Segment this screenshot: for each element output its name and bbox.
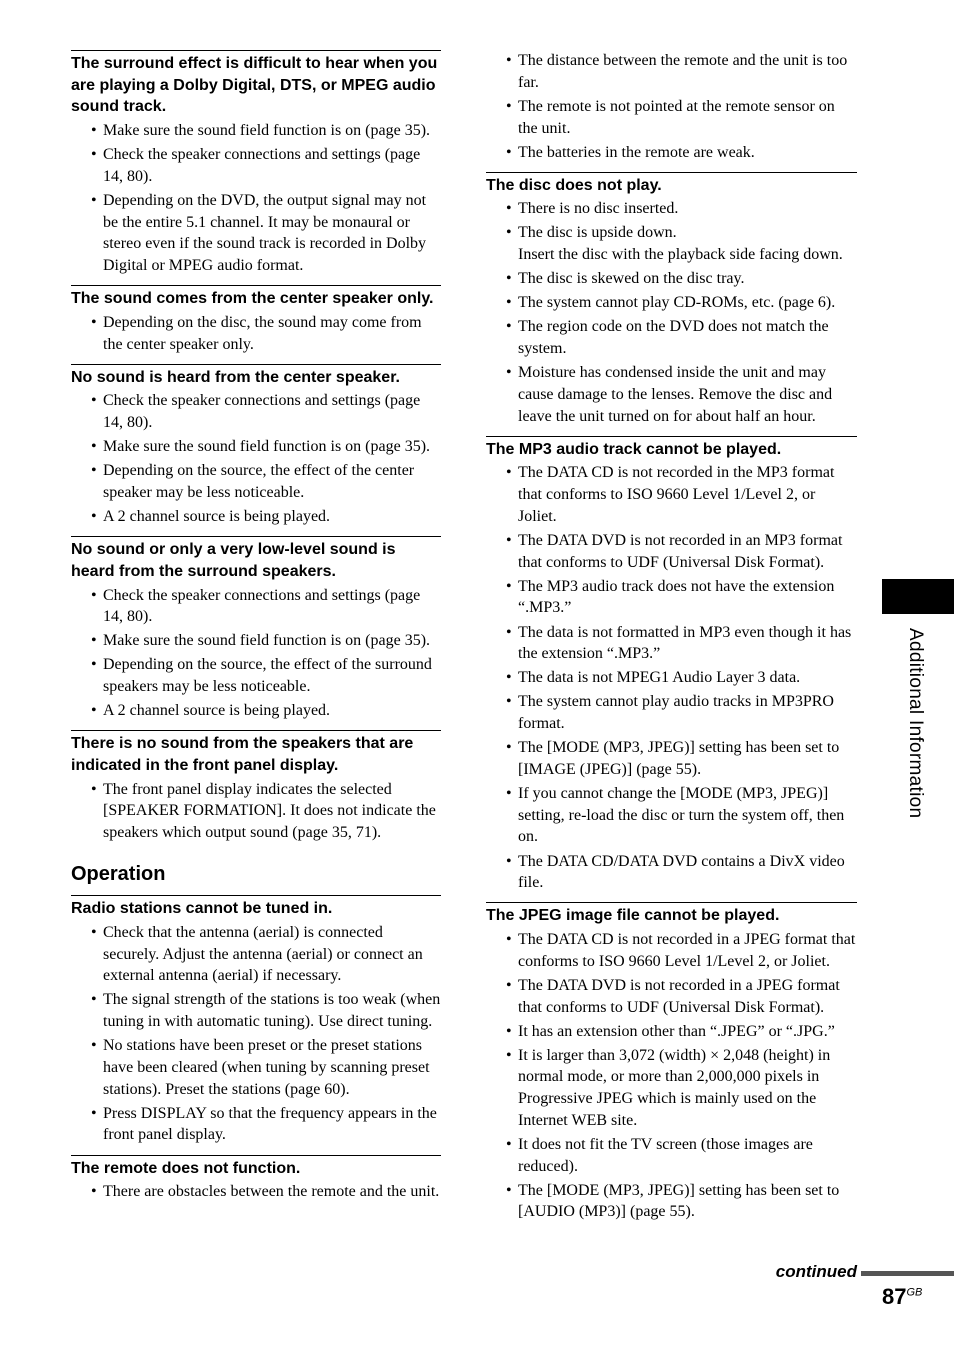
section-heading: The surround effect is difficult to hear when you are playing a Dolby Digital, DTS, or MPEG audio sound track.	[71, 50, 441, 118]
section-heading: The disc does not play.	[486, 172, 857, 197]
bullet-item	[486, 1021, 857, 1043]
section-heading: The JPEG image file cannot be played.	[486, 902, 857, 927]
bullet-item	[486, 362, 857, 427]
bullet-item	[486, 462, 857, 527]
bullet-text: The DATA CD is not recorded in a JPEG format that conforms to ISO 9660 Level 1/Level 2, or Joliet.	[518, 931, 856, 970]
bullet-item	[486, 851, 857, 894]
bullet-text: The DATA CD/DATA DVD contains a DivX video file.	[518, 852, 845, 892]
page-suffix: GB	[906, 1286, 923, 1299]
bullet-text: The DATA DVD is not recorded in an MP3 format that conforms to UDF (Universal Disk Format).	[518, 531, 843, 571]
bullet-list	[71, 922, 441, 1155]
section-heading: No sound or only a very low-level sound is heard from the surround speakers.	[71, 536, 441, 582]
bullet-item	[486, 691, 857, 734]
bullet-item	[486, 1134, 857, 1177]
troubleshooting-section	[486, 172, 857, 436]
troubleshooting-section	[71, 730, 441, 852]
bullet-list	[71, 779, 441, 853]
bullet-text: The DATA CD is not recorded in the MP3 format that conforms to ISO 9660 Level 1/Level 2, or Joliet.	[518, 464, 835, 525]
troubleshooting-section	[486, 436, 857, 903]
bullet-item	[486, 530, 857, 573]
bullet-text: The disc is upside down.	[518, 224, 677, 242]
section-heading: There is no sound from the speakers that are indicated in the front panel display.	[71, 730, 441, 776]
troubleshooting-section	[71, 1155, 441, 1212]
section-tab-label: Additional Information	[905, 628, 926, 819]
bullet-text: There is no disc inserted.	[518, 200, 679, 218]
bullet-item	[486, 316, 857, 359]
category-title: Operation	[71, 863, 166, 886]
section-heading: The sound comes from the center speaker only.	[71, 285, 441, 310]
bullet-item: • Make sure the sound field function is on (page 35).	[71, 630, 441, 652]
bullet-item: • The signal strength of the stations is too weak (when tuning in with automatic tuning). Use direct tuning.	[71, 989, 441, 1032]
troubleshooting-section	[71, 364, 441, 536]
bullet-item	[486, 929, 857, 972]
bullet-item: • No stations have been preset or the preset stations have been cleared (when tuning by scanning preset stations). Preset the stations (page 60).	[71, 1035, 441, 1100]
bullet-item: • The front panel display indicates the selected [SPEAKER FORMATION]. It does not indicate the speakers which output sound (page 35, 71).	[71, 779, 441, 844]
bullet-text: The [MODE (MP3, JPEG)] setting has been set to [IMAGE (JPEG)] (page 55).	[518, 739, 840, 778]
bullet-text: The data is not MPEG1 Audio Layer 3 data.	[518, 669, 801, 687]
bullet-item: • Press DISPLAY so that the frequency appears in the front panel display.	[71, 1103, 441, 1146]
troubleshooting-section	[71, 895, 441, 1154]
troubleshooting-section	[71, 536, 441, 730]
bullet-item: • Check that the antenna (aerial) is connected securely. Adjust the antenna (aerial) or connect an external antenna (aerial) if necessary.	[71, 922, 441, 987]
bullet-item: • Depending on the DVD, the output signal may not be the entire 5.1 channel. It may be monaural or stereo even if the sound track is recorded in Dolby Digital or MPEG audio format.	[71, 190, 441, 277]
left-column	[71, 50, 441, 1211]
bullet-item: • Check the speaker connections and settings (page 14, 80).	[71, 144, 441, 187]
page-number-value: 87	[882, 1284, 907, 1309]
troubleshooting-section	[486, 902, 857, 1231]
bullet-item: • Depending on the source, the effect of the surround speakers may be less noticeable.	[71, 654, 441, 697]
bullet-item	[486, 576, 857, 619]
bullet-item	[486, 1180, 857, 1223]
bullet-item: • Depending on the disc, the sound may come from the center speaker only.	[71, 312, 441, 355]
section-tab-marker	[882, 579, 954, 614]
continued-label: continued	[775, 1262, 857, 1281]
bullet-text: The disc is skewed on the disc tray.	[518, 270, 745, 288]
bullet-list	[71, 390, 441, 536]
bullet-text: It has an extension other than “.JPEG” or “.JPG.”	[518, 1022, 835, 1040]
bullet-item	[486, 737, 857, 780]
bullet-text: The MP3 audio track does not have the extension “.MP3.”	[518, 577, 835, 617]
bullet-text: The DATA DVD is not recorded in a JPEG format that conforms to UDF (Universal Disk Format).	[518, 976, 840, 1016]
bullet-item	[486, 622, 857, 665]
bullet-item	[486, 198, 857, 220]
continued-bullet-list	[486, 50, 857, 172]
bullet-item	[486, 292, 857, 314]
bullet-item	[486, 222, 857, 265]
bullet-item: • A 2 channel source is being played.	[71, 506, 441, 528]
bullet-text: The region code on the DVD does not match the system.	[518, 318, 829, 358]
bullet-item: • There are obstacles between the remote and the unit.	[71, 1181, 441, 1203]
bullet-note: Insert the disc with the playback side facing down.	[518, 246, 843, 264]
bullet-item: • The distance between the remote and the unit is too far.	[486, 50, 857, 93]
bullet-text: It does not fit the TV screen (those images are reduced).	[518, 1135, 813, 1175]
bullet-list	[486, 198, 857, 435]
section-heading: Radio stations cannot be tuned in.	[71, 895, 441, 920]
bullet-list	[486, 929, 857, 1231]
bullet-list	[71, 312, 441, 364]
right-column	[486, 50, 857, 1232]
bullet-text: The system cannot play CD-ROMs, etc. (page 6).	[518, 294, 836, 312]
bullet-text: The [MODE (MP3, JPEG)] setting has been set to [AUDIO (MP3)] (page 55).	[518, 1181, 840, 1221]
bullet-item: • Depending on the source, the effect of the center speaker may be less noticeable.	[71, 460, 441, 503]
page-number	[882, 1284, 922, 1310]
bullet-text: The system cannot play audio tracks in MP3PRO format.	[518, 693, 834, 733]
bullet-item	[486, 1045, 857, 1132]
section-heading: The remote does not function.	[71, 1155, 441, 1180]
troubleshooting-section	[71, 50, 441, 285]
bullet-text: Moisture has condensed inside the unit and may cause damage to the lenses. Remove the disc and leave the unit turned on for about half an hour.	[518, 364, 833, 425]
bullet-item: • Make sure the sound field function is on (page 35).	[71, 120, 441, 142]
bullet-item	[486, 783, 857, 848]
section-heading: The MP3 audio track cannot be played.	[486, 436, 857, 461]
bullet-list	[71, 1181, 441, 1211]
bullet-item: • Make sure the sound field function is on (page 35).	[71, 436, 441, 458]
bullet-item: • The remote is not pointed at the remote sensor on the unit.	[486, 96, 857, 139]
bullet-list	[71, 120, 441, 285]
bullet-text: The data is not formatted in MP3 even though it has the extension “.MP3.”	[518, 623, 852, 663]
bullet-item: • A 2 channel source is being played.	[71, 700, 441, 722]
continued-bar	[861, 1271, 954, 1276]
bullet-text: If you cannot change the [MODE (MP3, JPEG)] setting, re-load the disc or turn the system off, then on.	[518, 785, 845, 846]
bullet-item	[486, 268, 857, 290]
bullet-list	[486, 462, 857, 902]
bullet-item	[486, 975, 857, 1018]
bullet-item	[486, 667, 857, 689]
bullet-text: It is larger than 3,072 (width) × 2,048 (height) in normal mode, or more than 2,000,000 pixels in Progressive JPEG which is mainly used on the Internet WEB site.	[518, 1046, 831, 1129]
bullet-item: • Check the speaker connections and settings (page 14, 80).	[71, 585, 441, 628]
troubleshooting-section	[71, 285, 441, 364]
bullet-list	[71, 585, 441, 731]
bullet-item: • Check the speaker connections and settings (page 14, 80).	[71, 390, 441, 433]
bullet-item: • The batteries in the remote are weak.	[486, 142, 857, 164]
section-heading: No sound is heard from the center speaker.	[71, 364, 441, 389]
